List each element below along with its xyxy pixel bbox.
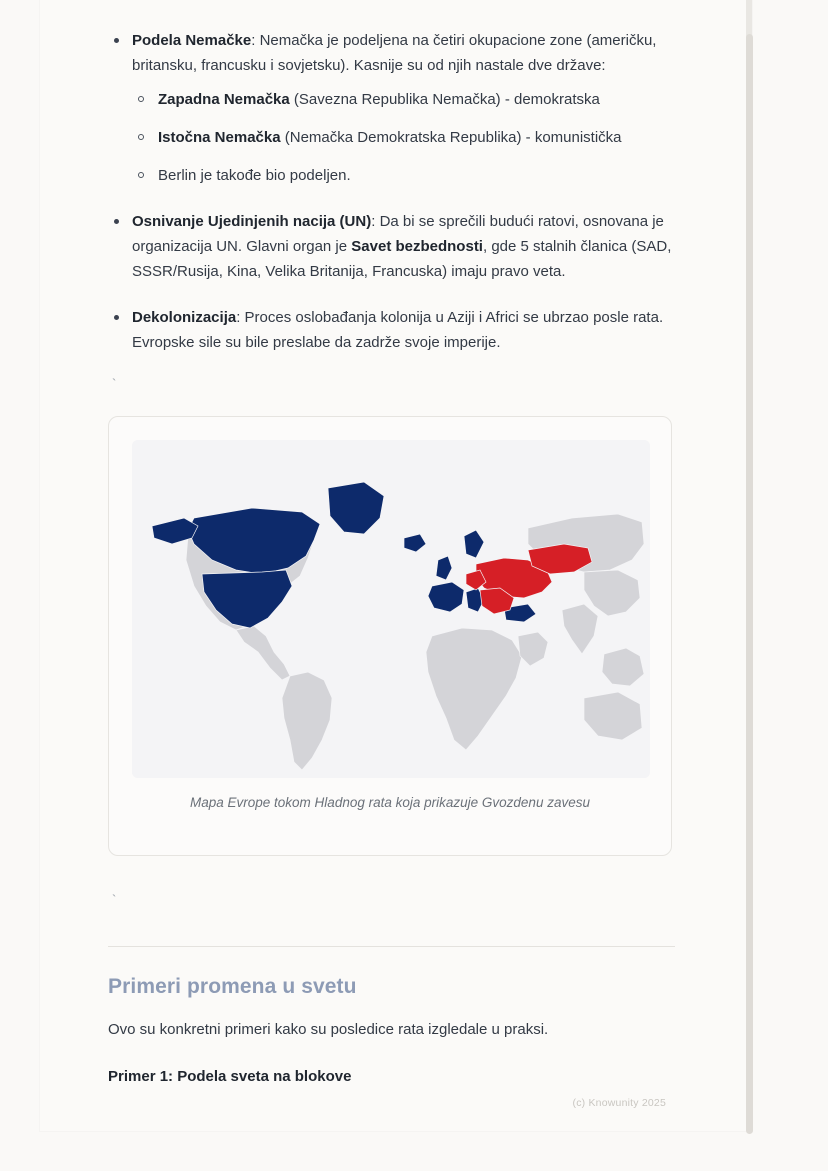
figure-card: [108, 416, 672, 856]
document-sheet: [40, 0, 752, 1131]
tick-mark-top: `: [112, 376, 117, 391]
bullet-text: Proces oslobađanja kolonija u Aziji i Africi se ubrzao posle rata. Evropske sile su bile preslabe da zadrže svoje imperije.: [132, 309, 664, 351]
list-item: [108, 305, 688, 355]
list-item: [132, 126, 688, 150]
scrollbar-thumb[interactable]: [746, 34, 753, 1134]
document-content: [108, 28, 688, 1085]
bullet-text-cont: , gde 5 stalnih članica (SAD, SSSR/Rusija, Kina, Velika Britanija, Francuska) imaju pravo veta.: [132, 238, 672, 280]
sub-text: (Nemačka Demokratska Republika) - komunistička: [280, 129, 622, 146]
section-lead-text: Ovo su konkretni primeri kako su posledice rata izgledale u praksi.: [108, 1021, 549, 1038]
sub-text: (Savezna Republika Nemačka) - demokratska: [289, 91, 600, 108]
bullet-title: Osnivanje Ujedinjenih nacija (UN): [132, 213, 372, 230]
bullet-title: Podela Nemačke: [132, 32, 252, 49]
sub-title: Zapadna Nemačka: [158, 91, 290, 108]
bullet-separator: :: [251, 32, 260, 49]
list-item: [132, 88, 688, 112]
bullet-title: Dekolonizacija: [132, 309, 237, 326]
bullet-list: [108, 28, 688, 355]
list-item: [132, 164, 688, 188]
sub-text: Berlin je takođe bio podeljen.: [158, 167, 351, 184]
bullet-separator: :: [236, 309, 245, 326]
list-item: [108, 209, 688, 284]
sub-list: [132, 88, 688, 188]
section-divider: [108, 946, 675, 947]
example-heading: Primer 1: Podela sveta na blokove: [108, 1068, 352, 1085]
world-map-image: [132, 440, 650, 778]
figure-caption: Mapa Evrope tokom Hladnog rata koja prikazuje Gvozdenu zavesu: [190, 795, 590, 810]
list-item: [108, 28, 688, 188]
bullet-text: Da bi se sprečili budući ratovi, osnovana je organizacija UN. Glavni organ je: [132, 213, 664, 255]
bullet-separator: :: [371, 213, 380, 230]
tick-mark-bottom: `: [112, 892, 117, 907]
bullet-inline-bold: Savet bezbednosti: [351, 238, 483, 255]
map-svg: [132, 440, 650, 778]
section-title: Primeri promena u svetu: [108, 975, 357, 998]
watermark: (c) Knowunity 2025: [572, 1097, 666, 1109]
sub-title: Istočna Nemačka: [158, 129, 281, 146]
bullet-text: Nemačka je podeljena na četiri okupacione zone (američku, britansku, francusku i sovjetsku). Kasnije su od njih nastale dve države:: [132, 32, 657, 74]
